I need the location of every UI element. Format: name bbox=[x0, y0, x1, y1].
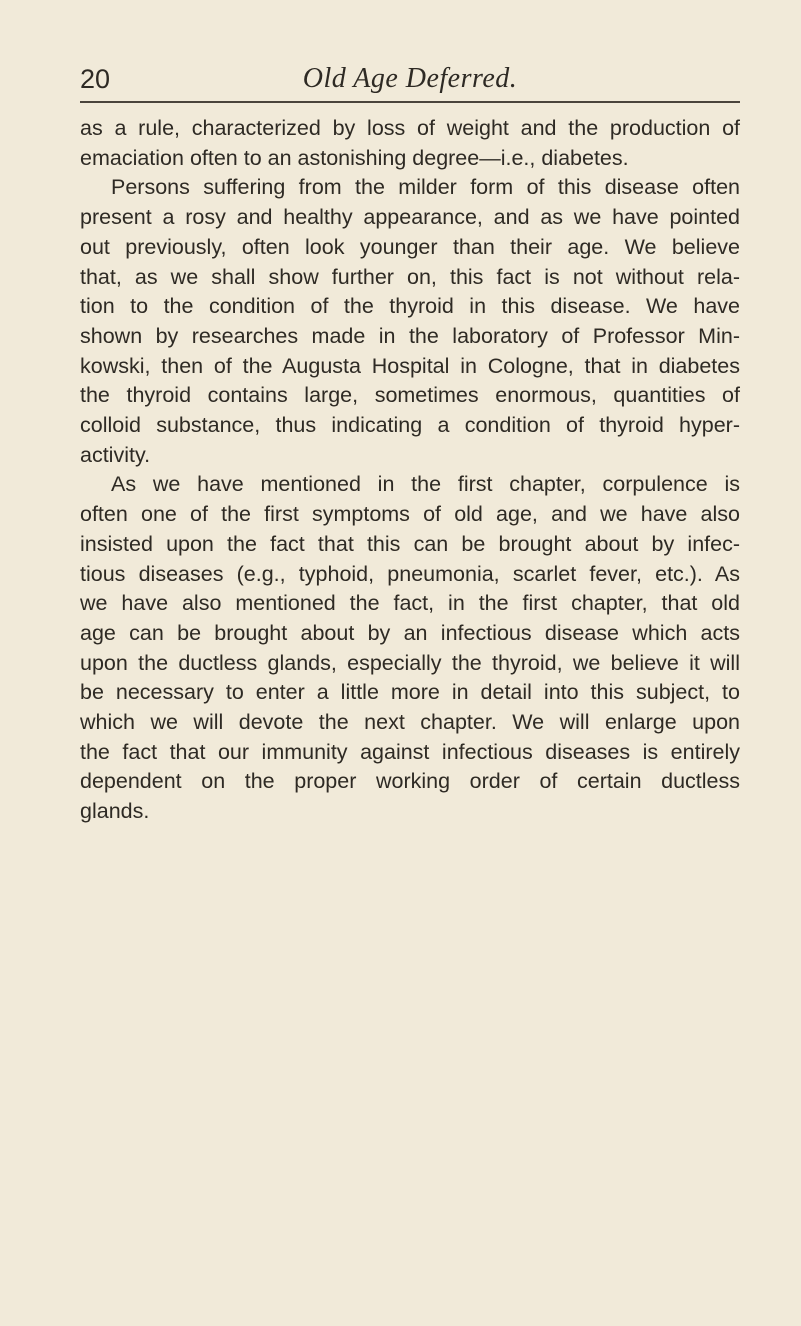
running-title: Old Age Deferred. bbox=[302, 63, 518, 94]
text-line: Persons suffering from the milder form of this disease often bbox=[111, 175, 740, 200]
text-line: be necessary to enter a little more in detail into this subject, to bbox=[80, 680, 740, 705]
text-line: dependent on the proper working order of certain ductless bbox=[80, 769, 740, 794]
text-line: shown by researches made in the laboratory of Professor Min- bbox=[80, 323, 740, 348]
text-line: often one of the first symptoms of old age, and we have also bbox=[80, 502, 740, 527]
text-line: tion to the condition of the thyroid in this disease. We have bbox=[80, 294, 740, 319]
text-line: present a rosy and healthy appearance, and as we have pointed bbox=[80, 205, 740, 230]
text-line: upon the ductless glands, especially the thyroid, we believe it will bbox=[80, 650, 740, 675]
text-line: the thyroid contains large, sometimes enormous, quantities of bbox=[80, 383, 740, 408]
text-line: that, as we shall show further on, this fact is not without rela- bbox=[80, 264, 740, 289]
text-line: colloid substance, thus indicating a condition of thyroid hyper- bbox=[80, 413, 740, 438]
text-line: which we will devote the next chapter. We will enlarge upon bbox=[80, 710, 740, 735]
header-rule bbox=[80, 101, 740, 103]
text-line: glands. bbox=[80, 799, 150, 824]
text-line: As we have mentioned in the first chapter, corpulence is bbox=[111, 472, 740, 497]
body-text bbox=[80, 114, 740, 827]
text-line: we have also mentioned the fact, in the first chapter, that old bbox=[80, 591, 740, 616]
text-line: kowski, then of the Augusta Hospital in Cologne, that in diabetes bbox=[80, 353, 740, 378]
text-line: the fact that our immunity against infectious diseases is entirely bbox=[80, 739, 740, 764]
text-line: insisted upon the fact that this can be brought about by infec- bbox=[80, 531, 740, 556]
text-line: tious diseases (e.g., typhoid, pneumonia, scarlet fever, etc.). As bbox=[80, 561, 740, 586]
text-line: age can be brought about by an infectious disease which acts bbox=[80, 620, 740, 645]
text-line: emaciation often to an astonishing degree—i.e., diabetes. bbox=[80, 145, 629, 170]
page-number: 20 bbox=[80, 64, 111, 94]
text-line: as a rule, characterized by loss of weight and the production of bbox=[80, 116, 740, 140]
page-header bbox=[80, 63, 740, 103]
text-line: activity. bbox=[80, 442, 151, 467]
text-line: out previously, often look younger than their age. We believe bbox=[80, 234, 740, 259]
